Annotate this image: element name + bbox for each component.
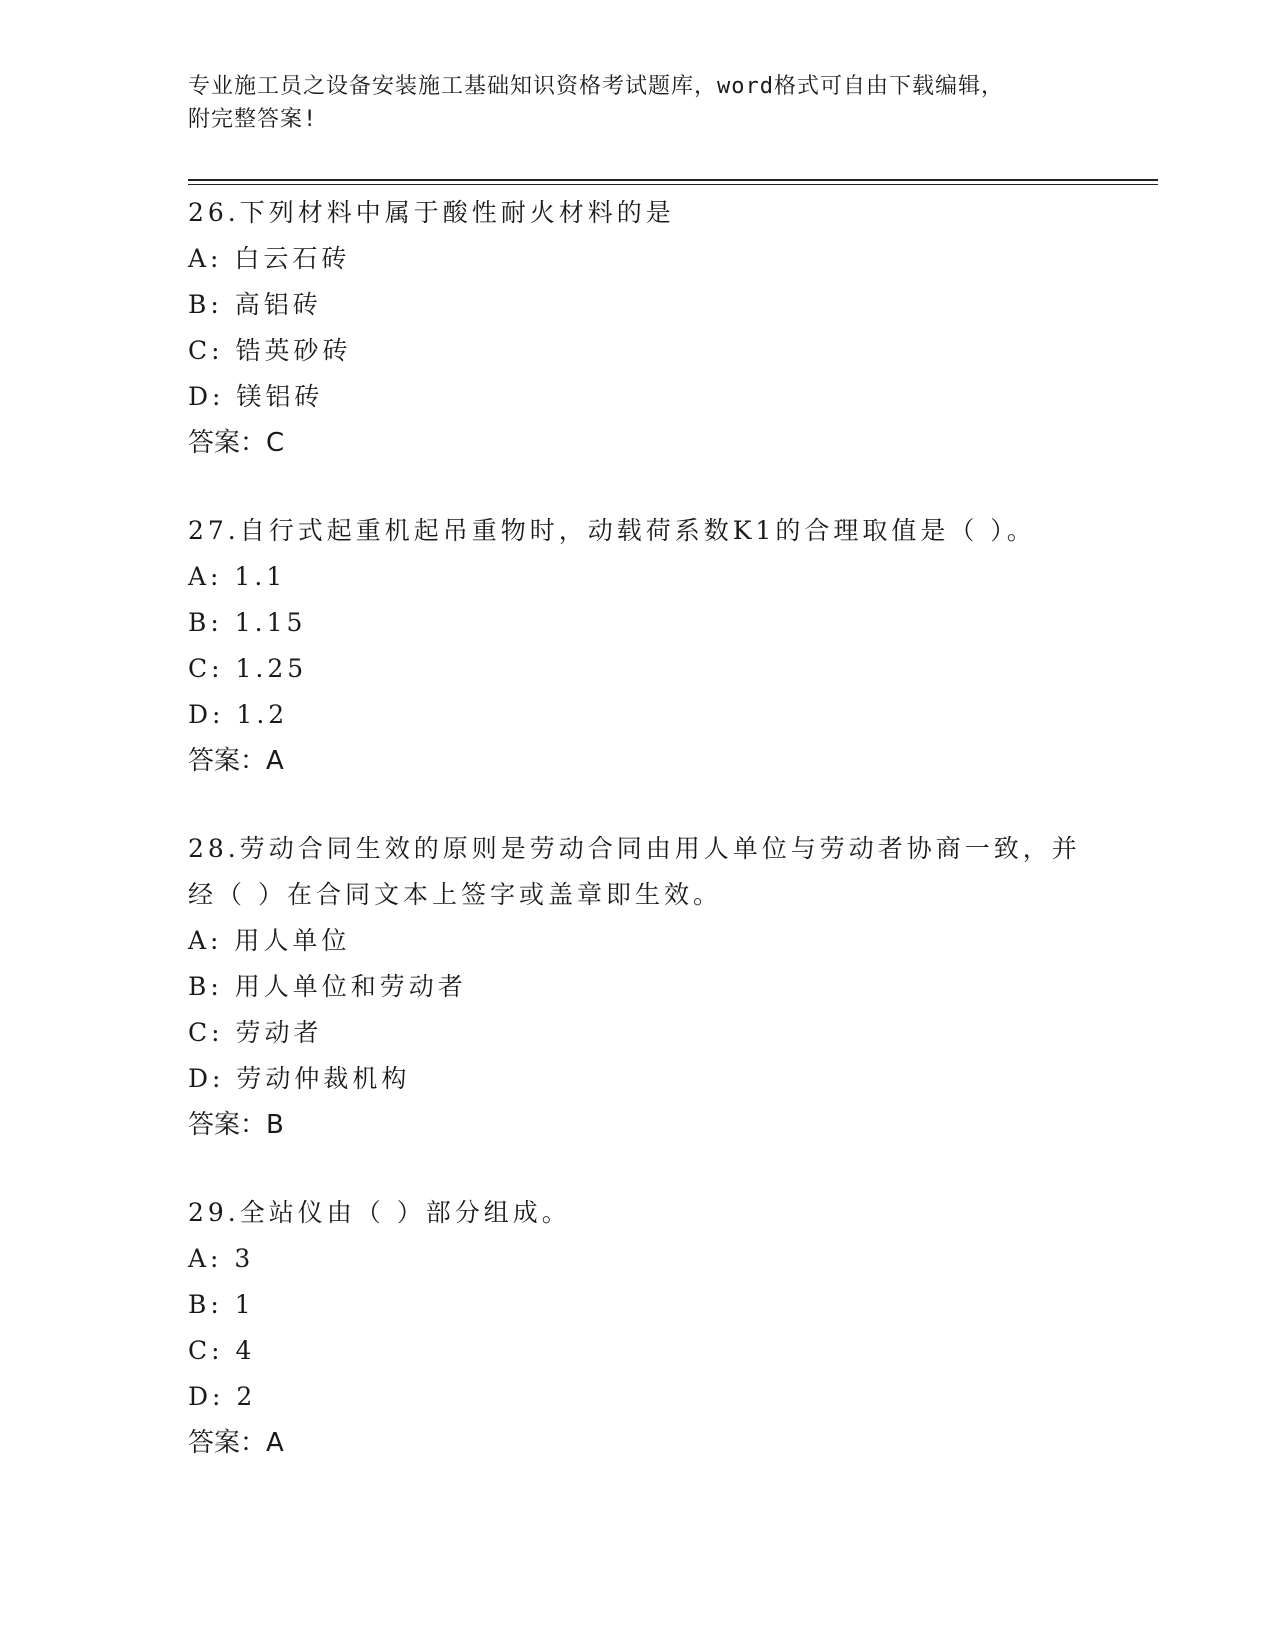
- question-stem: 27.自行式起重机起吊重物时，动载荷系数K1的合理取值是（ ）。: [188, 516, 1036, 545]
- question-stem: 29.全站仪由（ ）部分组成。: [188, 1198, 571, 1227]
- option-a: A: 用人单位: [188, 926, 351, 955]
- header-line-1: 专业施工员之设备安装施工基础知识资格考试题库，word格式可自由下载编辑，: [188, 74, 1004, 99]
- answer-line: 答案：C: [188, 428, 285, 458]
- option-a: A: 白云石砖: [188, 244, 351, 273]
- question-stem: 28.劳动合同生效的原则是劳动合同由用人单位与劳动者协商一致，并经（ ）在合同文本上签字或盖章即生效。: [188, 834, 1081, 909]
- question-27: [188, 508, 1158, 784]
- option-b: B: 高铝砖: [188, 290, 322, 319]
- question-26: [188, 190, 1158, 466]
- option-c: C: 锆英砂砖: [188, 336, 352, 365]
- option-a: A: 1.1: [188, 562, 287, 591]
- document-page: [188, 70, 1158, 1508]
- question-stem: 26.下列材料中属于酸性耐火材料的是: [188, 198, 675, 227]
- option-d: D: 2: [188, 1382, 257, 1411]
- option-c: C: 1.25: [188, 654, 308, 683]
- answer-line: 答案：B: [188, 1110, 284, 1140]
- question-list: [188, 190, 1158, 1466]
- option-a: A: 3: [188, 1244, 255, 1273]
- header-line-2: 附完整答案!: [188, 107, 318, 132]
- option-b: B: 用人单位和劳动者: [188, 972, 467, 1001]
- option-d: D: 镁铝砖: [188, 382, 324, 411]
- option-b: B: 1: [188, 1290, 255, 1319]
- answer-line: 答案：A: [188, 746, 284, 776]
- option-c: C: 劳动者: [188, 1018, 323, 1047]
- answer-line: 答案：A: [188, 1428, 284, 1458]
- header-divider: [188, 179, 1158, 181]
- option-c: C: 4: [188, 1336, 256, 1365]
- document-header: [188, 70, 1068, 136]
- option-b: B: 1.15: [188, 608, 307, 637]
- question-29: [188, 1190, 1158, 1466]
- question-28: [188, 826, 1158, 1148]
- option-d: D: 1.2: [188, 700, 289, 729]
- option-d: D: 劳动仲裁机构: [188, 1064, 411, 1093]
